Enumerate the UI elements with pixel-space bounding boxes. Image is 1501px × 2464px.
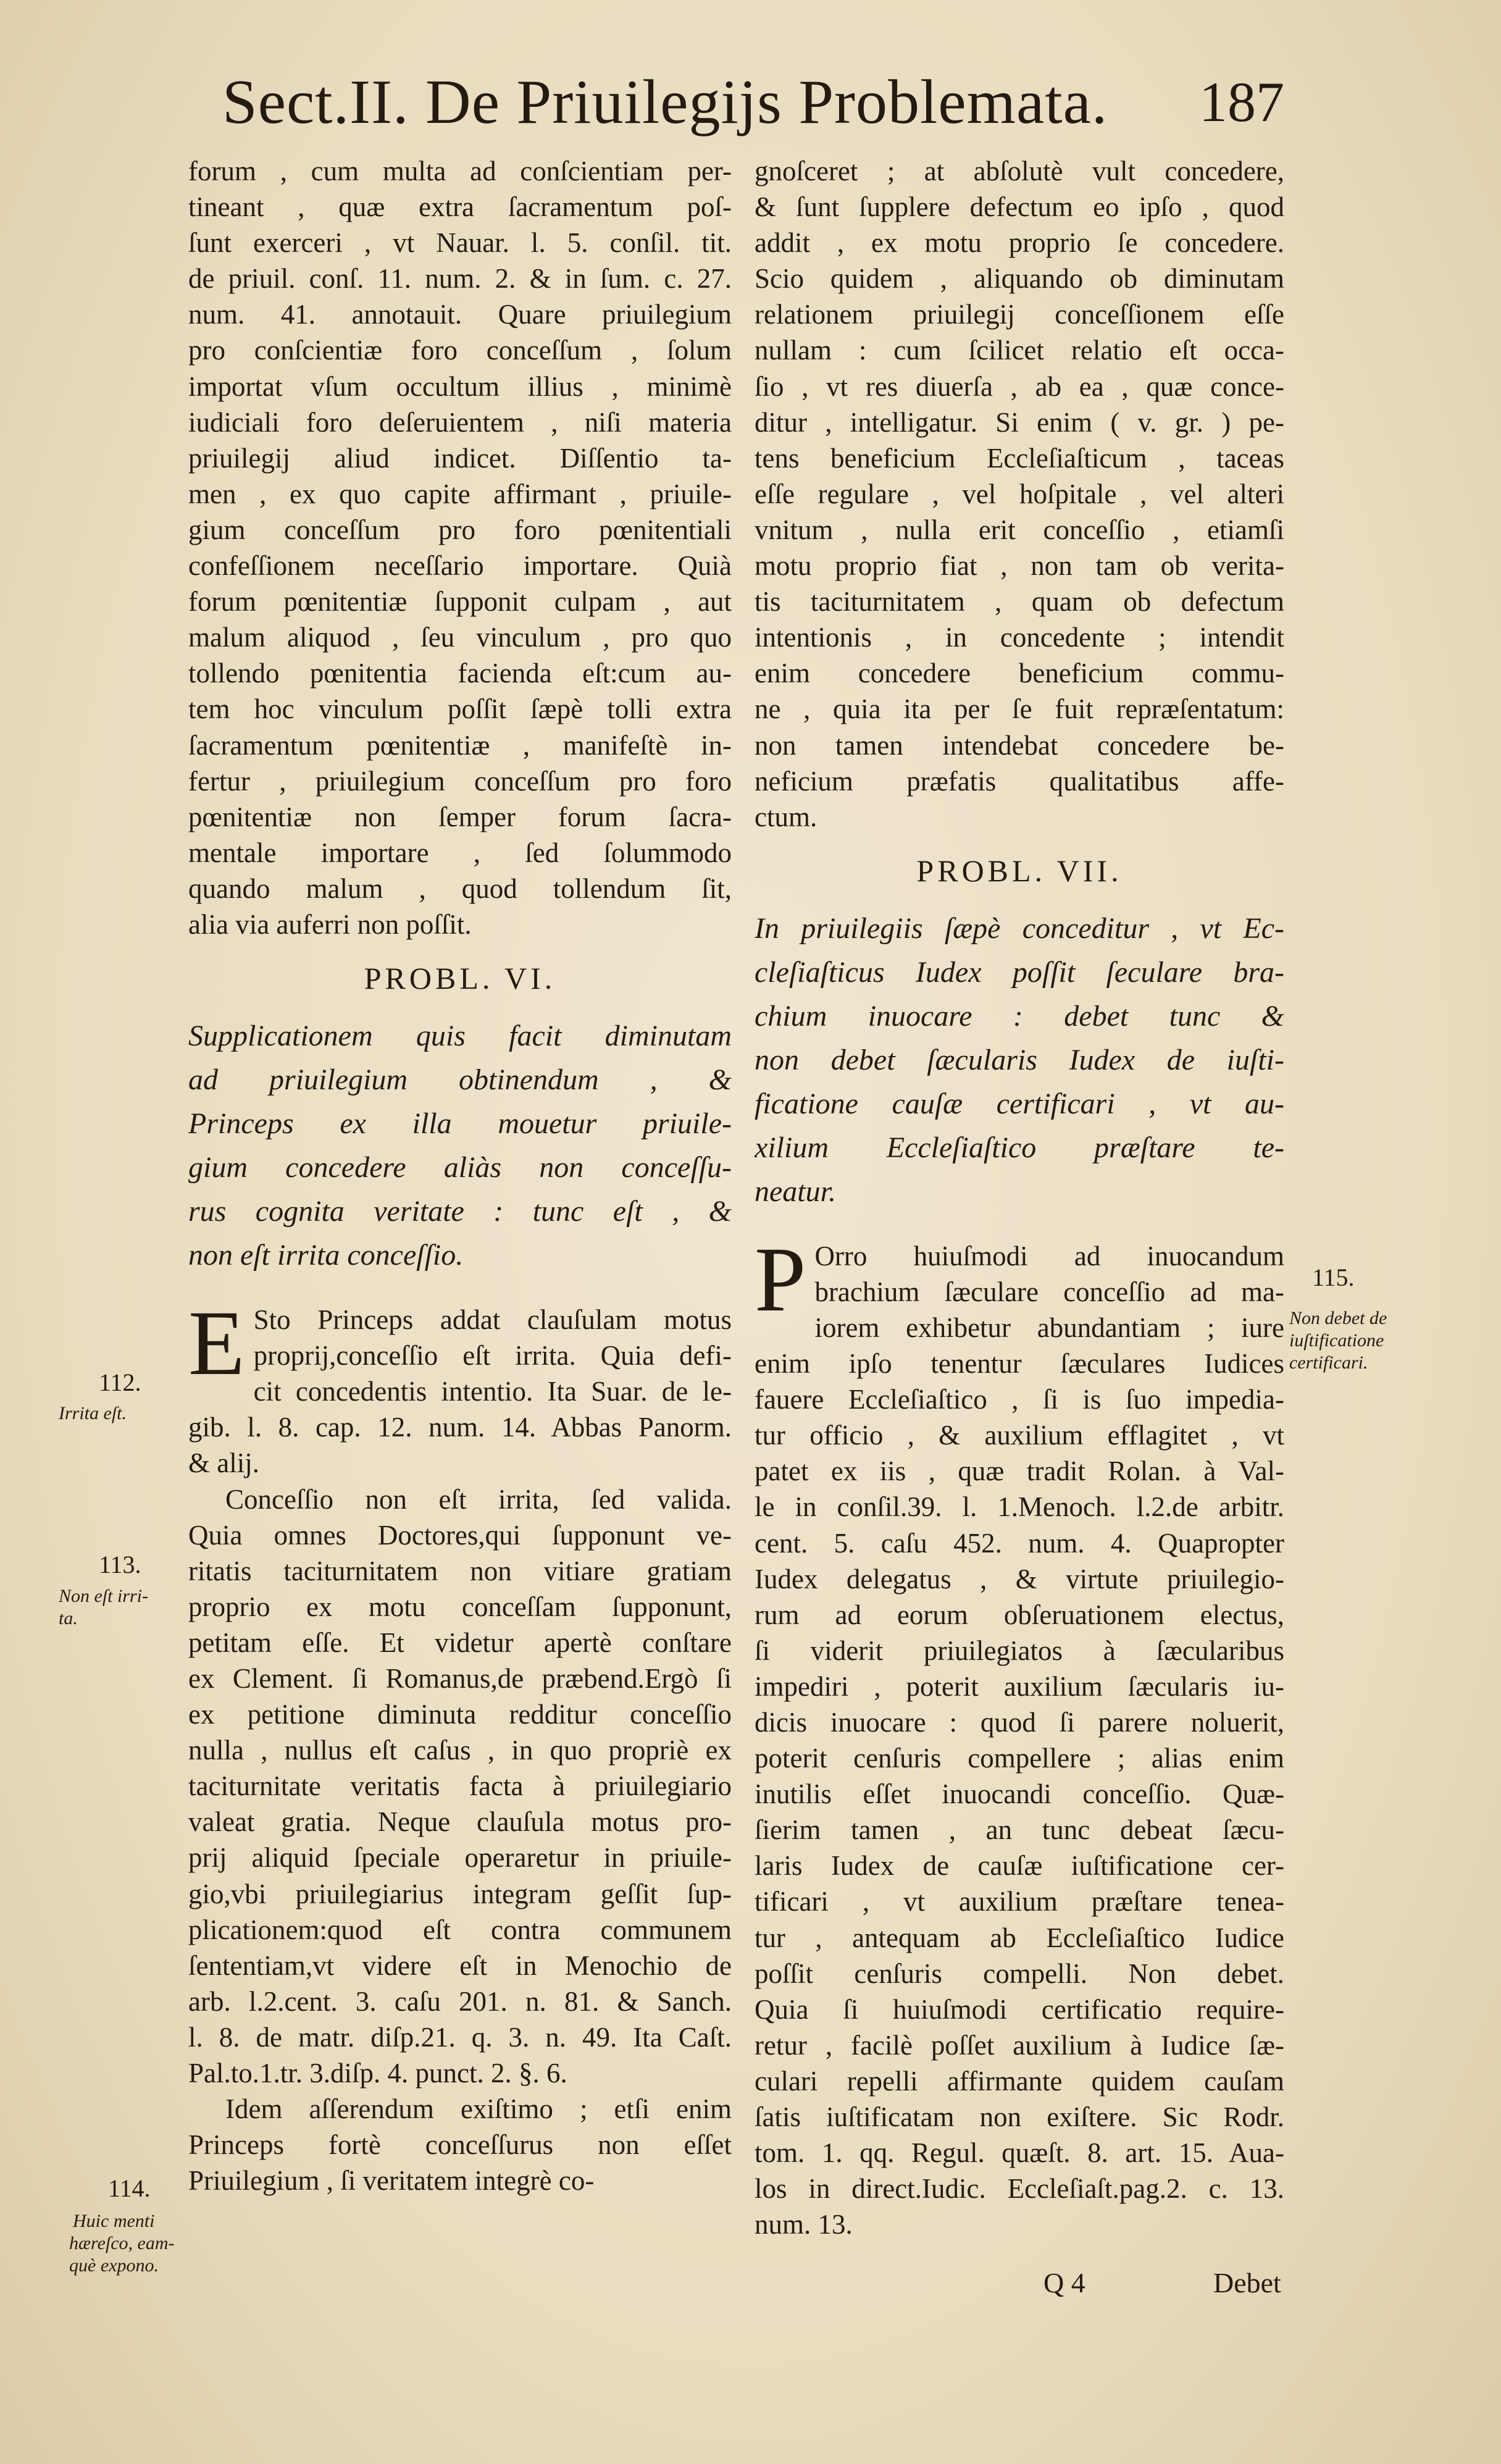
text-line: tom. 1. qq. Regul. quæſt. 8. art. 15. Aua- [755, 2137, 1284, 2169]
text-line: motu proprio fiat , non tam ob verita- [755, 550, 1284, 582]
text-line: laris Iudex de cauſæ iuſtificatione cer- [755, 1850, 1284, 1882]
margin-note-114-line1: Huic menti [73, 2211, 155, 2231]
text-line: cleſiaſticus Iudex poſſit ſeculare bra- [755, 955, 1284, 989]
paragraph-113 [188, 1481, 732, 2092]
running-title: Sect.II. De Priuilegijs Problemata. [222, 67, 1108, 137]
text-line: tineant , quæ extra ſacramentum poſ- [188, 191, 732, 223]
text-line: arb. l.2.cent. 3. caſu 201. n. 81. & Sanch. [188, 1985, 732, 2017]
text-line: l. 8. de matr. diſp.21. q. 3. n. 49. Ita Caſt. [188, 2021, 732, 2053]
text-line: inutilis eſſet inuocandi conceſſio. Quæ- [755, 1779, 1284, 1810]
text-line: nulla , nullus eſt caſus , in quo propriè ex [188, 1735, 732, 1766]
text-line: Princeps ex illa mouetur priuile- [188, 1107, 732, 1141]
text-line: los in direct.Iudic. Eccleſiaſt.pag.2. c. 13. [755, 2173, 1284, 2205]
text-line: chium inuocare : debet tunc & [755, 999, 1284, 1033]
text-line: Pal.to.1.tr. 3.diſp. 4. punct. 2. §. 6. [188, 2058, 567, 2089]
drop-cap-e: E [188, 1292, 245, 1395]
text-line: pro conſcientiæ foro conceſſum , ſolum [188, 335, 732, 366]
catchword: Debet [1213, 2267, 1281, 2298]
text-line: confeſſionem neceſſario importare. Quià [188, 550, 732, 582]
text-line: ritatis taciturnitatem non vitiare gratiam [188, 1555, 732, 1586]
text-line: intentionis , in concedente ; intendit [755, 622, 1284, 653]
text-line: addit , ex motu proprio ſe concedere. [755, 227, 1284, 259]
text-line: poterit cenſuris compellere ; alias enim [755, 1743, 1284, 1774]
text-line: brachium ſæculare conceſſio ad ma- [814, 1276, 1284, 1307]
text-line: num. 13. [755, 2209, 853, 2240]
problem-statement-vi [188, 1014, 732, 1277]
margin-note-112: Irrita eſt. [59, 1403, 127, 1423]
drop-cap-p: P [755, 1228, 806, 1331]
text-line: Priuilegium , ſi veritatem integrè co- [188, 2165, 595, 2197]
text-line: non debet ſæcularis Iudex de iuſti- [755, 1043, 1284, 1076]
text-line: ad priuilegium obtinendum , & [188, 1063, 732, 1097]
margin-note-115-line1: Non debet de [1289, 1308, 1387, 1328]
text-line: num. 41. annotauit. Quare priuilegium [188, 299, 732, 330]
text-line: enim ipſo tenentur ſæculares Iudices [755, 1348, 1284, 1380]
paragraph-112 [188, 1292, 732, 1481]
text-line: Supplicationem quis facit diminutam [188, 1020, 732, 1053]
margin-note-115-line2: iuſtificatione [1289, 1330, 1384, 1351]
margin-note-113-line2: ta. [59, 1608, 78, 1628]
text-line: Quia omnes Doctores,qui ſupponunt ve- [188, 1519, 732, 1551]
text-line: enim concedere beneficium commu- [755, 658, 1284, 689]
text-line: taciturnitate veritatis facta à priuilegiario [188, 1770, 732, 1802]
text-line: ſio , vt res diuerſa , ab ea , quæ conce- [755, 371, 1284, 402]
right-column [755, 153, 1284, 2242]
text-line: tur , antequam ab Eccleſiaſtico Iudice [755, 1922, 1284, 1953]
text-line: gium conceſſum pro foro pœnitentiali [188, 514, 732, 545]
text-line: ex petitione diminuta redditur conceſſio [188, 1699, 732, 1730]
right-paragraph-continued [755, 153, 1284, 835]
text-line: petitam eſſe. Et videtur apertè conſtare [188, 1627, 732, 1658]
text-line: vnitum , nulla erit conceſſio , etiamſi [755, 514, 1284, 545]
text-line: le in conſil.39. l. 1.Menoch. l.2.de arbitr. [755, 1491, 1284, 1523]
text-line: Sto Princeps addat clauſulam motus [253, 1304, 732, 1336]
text-line: tem hoc vinculum poſſit ſæpè tolli extra [188, 694, 732, 725]
text-line: iorem exhibetur abundantiam ; iure [814, 1312, 1284, 1343]
problem-heading-vii: PROBL. VII. [916, 853, 1123, 888]
text-line: fauere Eccleſiaſtico , ſi is ſuo impedia- [755, 1384, 1284, 1415]
text-line: ditur , intelligatur. Si enim ( v. gr. ) pe- [755, 406, 1284, 438]
text-line: gium concedere aliàs non conceſſu- [188, 1151, 732, 1184]
text-line: ex Clement. ſi Romanus,de præbend.Ergò ſi [188, 1663, 732, 1694]
running-header [222, 56, 1284, 148]
paragraph-112-lines [188, 1292, 732, 1481]
text-line: Conceſſio non eſt irrita, ſed valida. [225, 1483, 732, 1515]
text-line: dicis inuocare : quod ſi parere noluerit, [755, 1707, 1284, 1738]
text-line: plicationem:quod eſt contra communem [188, 1914, 732, 1945]
text-line: tollendo pœnitentia facienda eſt:cum au- [188, 658, 732, 689]
paragraph-115-lines [755, 1228, 1284, 2243]
text-line: alia via auferri non poſſit. [188, 908, 472, 940]
text-line: valeat gratia. Neque clauſula motus pro- [188, 1806, 732, 1838]
text-line: relationem priuilegij conceſſionem eſſe [755, 299, 1284, 330]
text-line: mentale importare , ſed ſolummodo [188, 837, 732, 868]
text-line: men , ex quo capite affirmant , priuile- [188, 478, 732, 509]
text-line: impediri , poterit auxilium ſæcularis iu- [755, 1670, 1284, 1702]
margin-note-114-line2: hæreſco, eam- [69, 2233, 175, 2253]
margin-note-113-line1: Non eſt irri- [59, 1586, 149, 1606]
text-line: importat vſum occultum illius , minimè [188, 371, 732, 402]
text-line: ſunt exerceri , vt Nauar. l. 5. conſil. tit. [188, 227, 732, 259]
paragraph-114 [188, 2091, 732, 2198]
text-line: ſi viderit priuilegiatos à ſæcularibus [755, 1635, 1284, 1666]
problem-statement-vii [755, 907, 1284, 1213]
signature-mark: Q 4 [1043, 2267, 1085, 2298]
text-line: neficium præfatis qualitatibus affe- [755, 765, 1284, 797]
margin-number-113: 113. [99, 1551, 141, 1578]
text-line: forum , cum multa ad conſcientiam per- [188, 156, 732, 186]
page-number: 187 [1199, 70, 1284, 133]
text-line: Quia ſi huiuſmodi certificatio require- [755, 1993, 1284, 2025]
text-line: ctum. [755, 801, 817, 832]
text-line: retur , facilè poſſet auxilium à Iudice ſæ- [755, 2029, 1284, 2061]
margin-note-114-line3: què expono. [69, 2255, 159, 2276]
margin-number-115: 115. [1312, 1263, 1355, 1291]
text-line: In priuilegiis ſæpè conceditur , vt Ec- [755, 911, 1284, 945]
text-line: neatur. [755, 1175, 836, 1208]
text-line: patet ex iis , quæ tradit Rolan. à Val- [755, 1456, 1284, 1487]
text-line: prij aliquid ſpeciale operaretur in priuile- [188, 1842, 732, 1874]
text-line: ſatis iuſtificatam non exiſtere. Sic Rodr. [755, 2102, 1284, 2133]
text-line: Princeps fortè conceſſurus non eſſet [188, 2129, 732, 2161]
text-line: Iudex delegatus , & virtute priuilegio- [755, 1563, 1284, 1594]
text-line: iudiciali foro deſeruientem , niſi materia [188, 406, 732, 438]
text-line: quando malum , quod tollendum ſit, [188, 873, 732, 904]
text-line: poſſit cenſuris compelli. Non debet. [755, 1958, 1284, 1989]
text-line: & alij. [188, 1448, 259, 1479]
text-line: nullam : cum ſcilicet relatio eſt occa- [755, 335, 1284, 366]
text-line: Orro huiuſmodi ad inuocandum [814, 1240, 1284, 1272]
text-line: non eſt irrita conceſſio. [188, 1239, 464, 1272]
text-line: cit concedentis intentio. Ita Suar. de le- [253, 1376, 732, 1407]
text-line: proprio ex motu conceſſam ſupponunt, [188, 1591, 732, 1622]
text-line: tens beneficium Eccleſiaſticum , taceas [755, 442, 1284, 474]
text-line: rum ad eorum obſeruationem electus, [755, 1599, 1284, 1630]
margin-number-112: 112. [99, 1368, 141, 1396]
text-line: xilium Eccleſiaſtico præſtare te- [755, 1131, 1284, 1164]
text-line: forum pœnitentiæ ſupponit culpam , aut [188, 586, 732, 618]
text-line: fertur , priuilegium conceſſum pro foro [188, 765, 732, 797]
text-line: ficatione cauſæ certificari , vt au- [755, 1087, 1284, 1120]
text-line: Scio quidem , aliquando ob diminutam [755, 263, 1284, 295]
text-line: ſacramentum pœnitentiæ , manifeſtè in- [188, 729, 732, 761]
left-column [188, 153, 732, 2198]
text-line: rus cognita veritate : tunc eſt , & [188, 1195, 732, 1228]
left-paragraph-continued [188, 153, 732, 942]
text-line: ſierim tamen , an tunc debeat ſæcu- [755, 1814, 1284, 1846]
text-line: ne , quia ita per ſe fuit repræſentatum: [755, 694, 1284, 725]
text-line: culari repelli affirmante quidem cauſam [755, 2065, 1284, 2097]
text-line: gio,vbi priuilegiarius integram geſſit ſup- [188, 1878, 732, 1909]
text-line: Idem aſſerendum exiſtimo ; etſi enim [225, 2093, 732, 2125]
text-line: non tamen intendebat concedere be- [755, 729, 1284, 761]
text-line: eſſe regulare , vel hoſpitale , vel alteri [755, 478, 1284, 509]
text-line: tur officio , & auxilium efflagitet , vt [755, 1420, 1284, 1451]
text-line: & ſunt ſupplere defectum eo ipſo , quod [755, 191, 1284, 223]
margin-number-114: 114. [108, 2174, 151, 2202]
text-line: tis taciturnitatem , quam ob defectum [755, 586, 1284, 618]
text-line: proprij,conceſſio eſt irrita. Quia defi- [253, 1340, 732, 1372]
text-line: malum aliquod , ſeu vinculum , pro quo [188, 622, 732, 653]
text-line: gnoſceret ; at abſolutè vult concedere, [755, 156, 1284, 186]
text-line: pœnitentiæ non ſemper forum ſacra- [188, 801, 732, 832]
text-line: ſententiam,vt videre eſt in Menochio de [188, 1950, 732, 1981]
text-line: priuilegij aliud indicet. Diſſentio ta- [188, 442, 732, 474]
problem-heading-vi: PROBL. VI. [364, 961, 556, 996]
text-line: cent. 5. caſu 452. num. 4. Quapropter [755, 1527, 1284, 1559]
margin-note-115-line3: certificari. [1289, 1352, 1368, 1373]
text-line: de priuil. conſ. 11. num. 2. & in ſum. c. 27. [188, 263, 732, 295]
text-line: gib. l. 8. cap. 12. num. 14. Abbas Panorm. [188, 1412, 732, 1443]
paragraph-115 [755, 1228, 1284, 2243]
text-line: tificari , vt auxilium præſtare tenea- [755, 1886, 1284, 1917]
